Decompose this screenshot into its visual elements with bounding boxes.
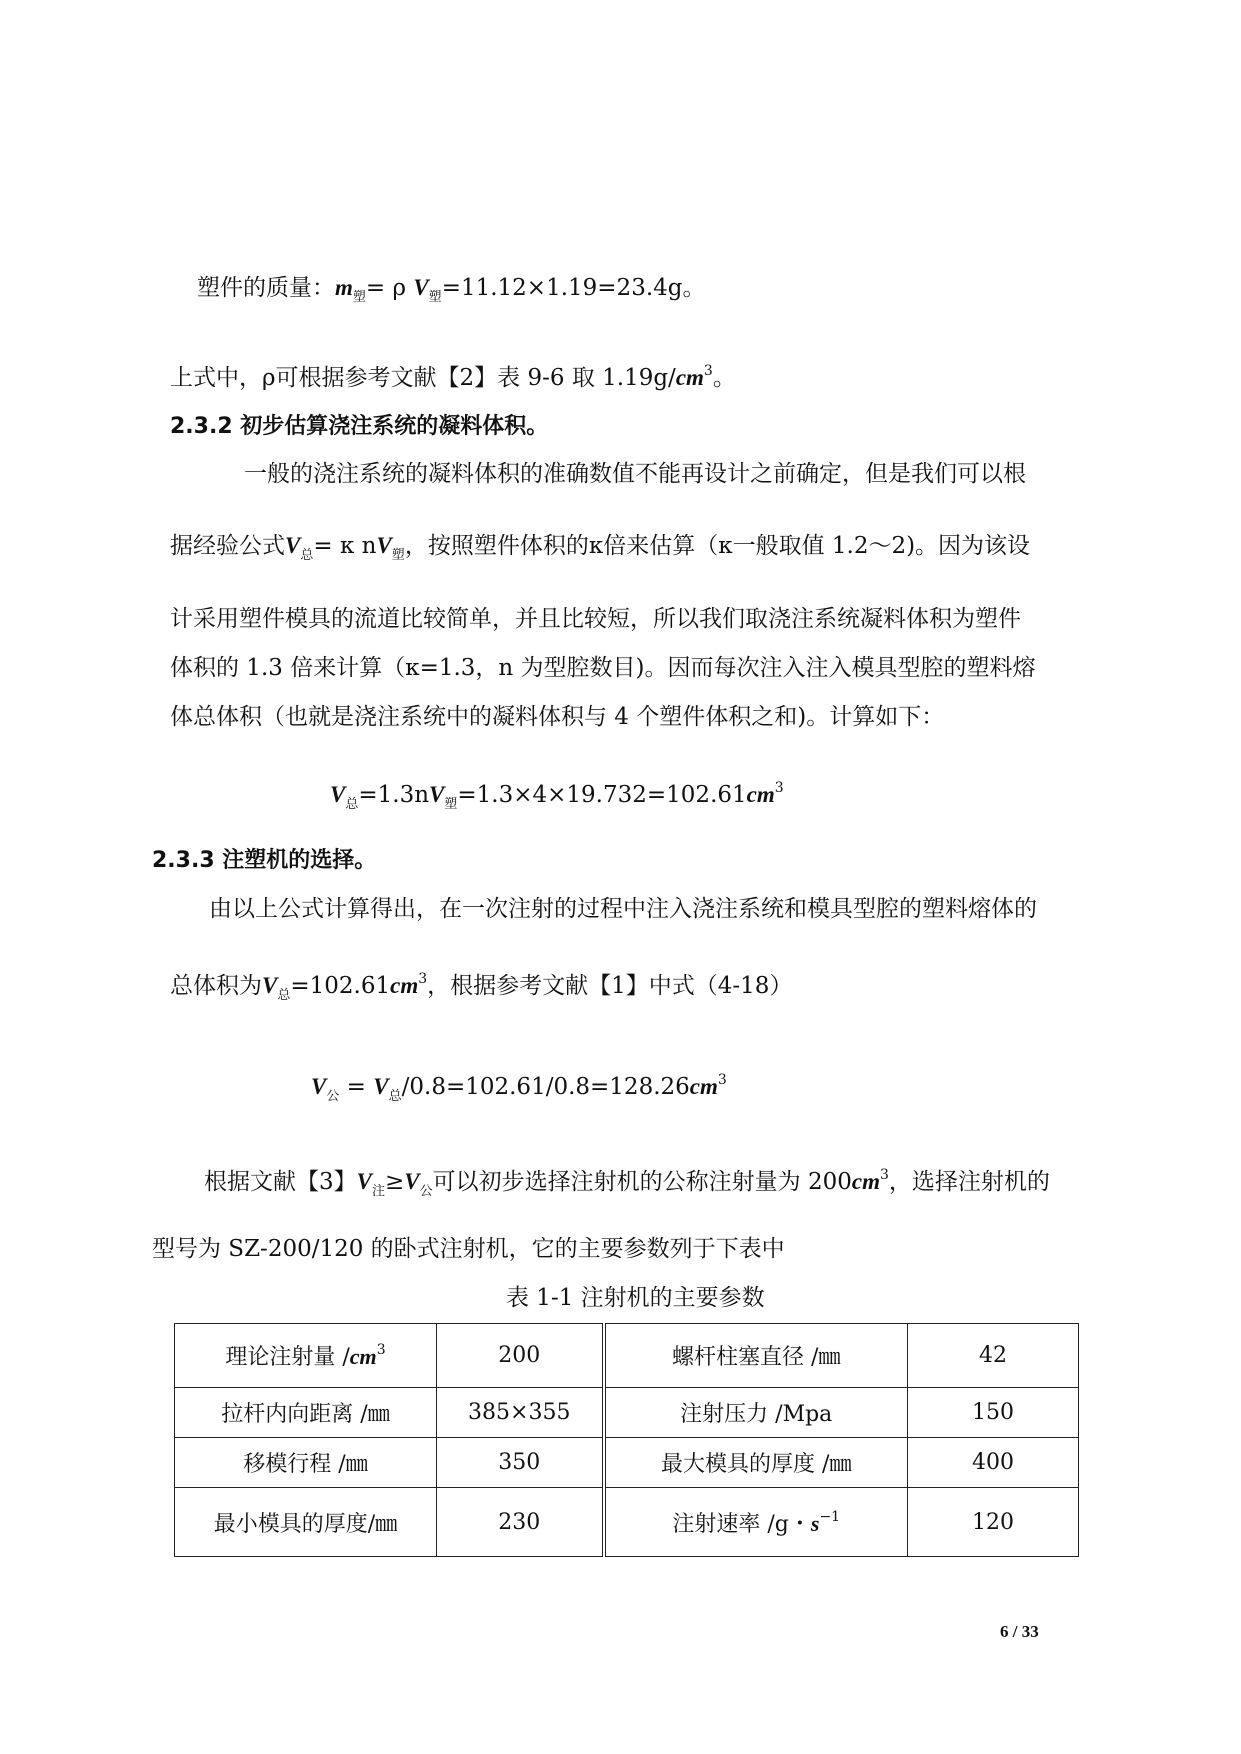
section-heading-2-3-3: 2.3.3 注塑机的选择。 <box>152 848 377 873</box>
table-cell: 200 <box>437 1324 604 1388</box>
paragraph-line: 体积的 1.3 倍来计算（κ=1.3，n 为型腔数目)。因而每次注入注入模具型腔的塑料熔 <box>170 655 1036 681</box>
table-cell: 230 <box>437 1488 604 1557</box>
total-volume-formula: $V_总=1.3nV_塑=1.3\times 4\times 19.732=102.61cm^3$ <box>330 780 784 812</box>
paragraph-line: 型号为 SZ-200/120 的卧式注射机，它的主要参数列于下表中 <box>152 1236 785 1262</box>
table-cell: 最大模具的厚度 /㎜ <box>604 1438 908 1488</box>
table-cell: 120 <box>908 1488 1079 1557</box>
table-cell: 注射压力 /Mpa <box>604 1388 908 1438</box>
table-row <box>175 1438 1079 1488</box>
paragraph-line: 由以上公式计算得出，在一次注射的过程中注入浇注系统和模具型腔的塑料熔体的 <box>209 896 1037 922</box>
injection-machine-params-table <box>174 1323 1079 1557</box>
paragraph-line: 计采用塑件模具的流道比较简单，并且比较短，所以我们取浇注系统凝料体积为塑件 <box>170 606 1021 632</box>
table-cell: 350 <box>437 1438 604 1488</box>
table-cell: 注射速率 /g・$s^{-1}$ <box>604 1488 908 1557</box>
table-cell: 385×355 <box>437 1388 604 1438</box>
table-cell: 最小模具的厚度/㎜ <box>175 1488 437 1557</box>
paragraph-line: 总体积为$V_总=102.61cm^3$，根据参考文献【1】中式（4-18） <box>170 971 793 1003</box>
table-row <box>175 1324 1079 1388</box>
table-cell: 400 <box>908 1438 1079 1488</box>
table-row <box>175 1388 1079 1438</box>
table-cell: 42 <box>908 1324 1079 1388</box>
page-number: 6 / 33 <box>1000 1622 1039 1641</box>
table-caption: 表 1-1 注射机的主要参数 <box>506 1285 765 1311</box>
table-cell: 移模行程 /㎜ <box>175 1438 437 1488</box>
paragraph-line: 体总体积（也就是浇注系统中的凝料体积与 4 个塑件体积之和)。计算如下： <box>170 704 945 730</box>
nominal-volume-formula: $V_公 = V_总/0.8=102.61/0.8=128.26cm^3$ <box>311 1072 727 1104</box>
paragraph-line: 根据文献【3】$V_注\ge V_公$可以初步选择注射机的公称注射量为 $200cm^3$，选择注射机的 <box>204 1167 1050 1199</box>
mass-formula: 塑件的质量：$m_塑= \rho$ $V_塑=11.12\times 1.19=23.4g$。 <box>197 275 706 305</box>
table-row <box>175 1488 1079 1557</box>
density-note: 上式中，ρ可根据参考文献【2】表 9-6 取 $1.19g/cm^3$。 <box>170 363 736 391</box>
table-cell: 拉杆内向距离 /㎜ <box>175 1388 437 1438</box>
section-heading-2-3-2: 2.3.2 初步估算浇注系统的凝料体积。 <box>170 414 549 439</box>
paragraph-line: 一般的浇注系统的凝料体积的准确数值不能再设计之前确定，但是我们可以根 <box>244 461 1026 487</box>
paragraph-line: 据经验公式$V_总= \kappa$ $nV_塑$，按照塑件体积的κ倍来估算（κ一般取值 1.2～2)。因为该设 <box>170 533 1031 563</box>
table-cell: 螺杆柱塞直径 /㎜ <box>604 1324 908 1388</box>
table-cell: 150 <box>908 1388 1079 1438</box>
table-cell: 理论注射量 $/cm^3$ <box>175 1324 437 1388</box>
